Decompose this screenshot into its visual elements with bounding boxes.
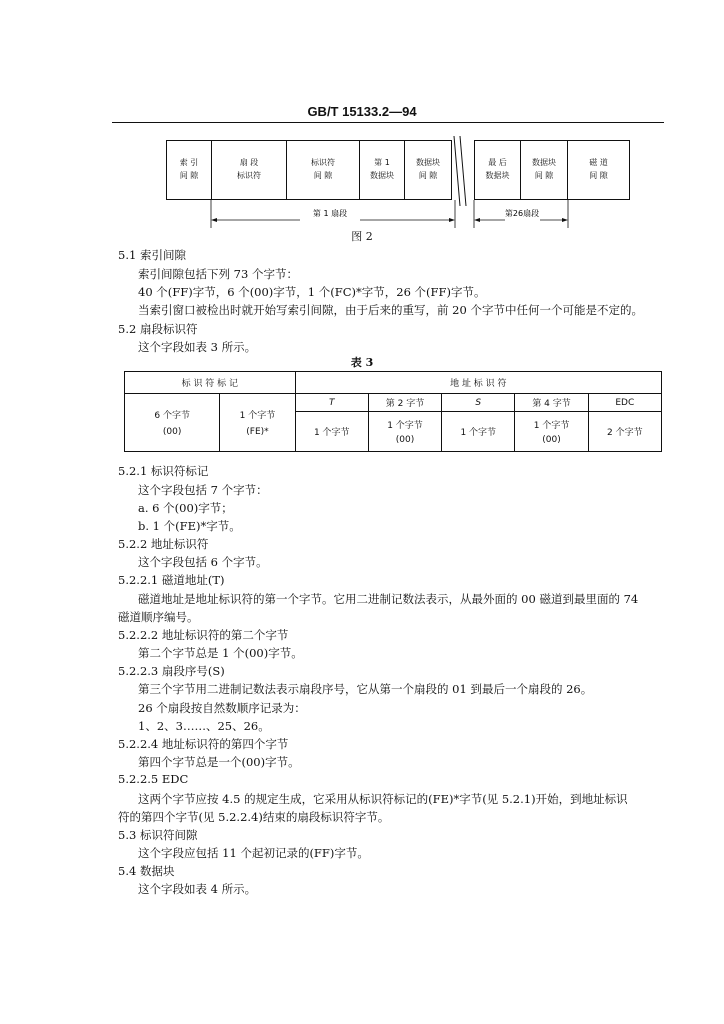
table-3 (124, 371, 662, 452)
heading-5-2-2-2: 5.2.2.2 地址标识符的第二个字节 (118, 628, 289, 642)
table-3-cell: 6 个字节 (00) (125, 394, 220, 452)
table-3-sub: S (442, 394, 515, 412)
list-item-b: b. 1 个(FE)*字节。 (138, 519, 241, 533)
fig-box-data-gap: 数据块 间 隙 (404, 140, 452, 200)
fig-box-track-gap: 磁 道 间 隙 (567, 140, 630, 200)
para-5-2-2-4: 第四个字节总是一个(00)字节。 (138, 755, 300, 769)
heading-5-2: 5.2 扇段标识符 (118, 322, 198, 336)
para-5-2-2-3-c: 1、2、3……、25、26。 (138, 719, 270, 733)
figure-2 (160, 136, 630, 236)
heading-5-2-2-1: 5.2.2.1 磁道地址(T) (118, 573, 225, 587)
para-5-2: 这个字段如表 3 所示。 (138, 340, 257, 354)
heading-5-1: 5.1 索引间隙 (118, 248, 186, 262)
fig-box-sector-id: 扇 段 标识符 (211, 140, 287, 200)
heading-5-2-2-3: 5.2.2.3 扇段序号(S) (118, 664, 225, 678)
table-3-sub: 第 2 字节 (368, 394, 441, 412)
para-5-2-2-3-b: 26 个扇段按自然数顺序记录为： (138, 701, 306, 715)
heading-5-2-1: 5.2.1 标识符标记 (118, 464, 209, 478)
para-5-3: 这个字段应包括 11 个起初记录的(FF)字节。 (138, 846, 369, 860)
table-3-cell: 1 个字节 (295, 412, 368, 452)
heading-5-4: 5.4 数据块 (118, 864, 175, 878)
para-5-2-2-3-a: 第三个字节用二进制记数法表示扇段序号，它从第一个扇段的 01 到最后一个扇段的 26。 (138, 682, 593, 696)
para-5-2-2-1-b: 磁道顺序编号。 (118, 610, 199, 624)
page-header: GB/T 15133.2—94 (307, 104, 417, 119)
table-3-sub: EDC (588, 394, 661, 412)
fig-box-first-data: 第 1 数据块 (359, 140, 405, 200)
para-5-2-2: 这个字段包括 6 个字节。 (138, 555, 268, 569)
fig-span-26: 第26扇段 (504, 209, 540, 218)
para-5-4: 这个字段如表 4 所示。 (138, 882, 257, 896)
para-5-2-2-5-a: 这两个字节应按 4.5 的规定生成，它采用从标识符标记的(FE)*字节(见 5.2.1)开始，到地址标识 (138, 792, 628, 806)
fig-span-1: 第 1 扇段 (312, 209, 348, 218)
fig-box-id-gap: 标识符 间 隙 (286, 140, 360, 200)
para-5-2-2-2: 第二个字节总是 1 个(00)字节。 (138, 646, 303, 660)
figure-caption: 图 2 (351, 230, 373, 243)
table-3-cell: 1 个字节 (FE)* (220, 394, 295, 452)
table-3-sub: T (295, 394, 368, 412)
fig-box-data-gap-2: 数据块 间 隙 (520, 140, 568, 200)
list-item-a: a. 6 个(00)字节； (138, 501, 233, 515)
header-rule (112, 122, 664, 123)
para-5-2-2-5-b: 符的第四个字节(见 5.2.2.4)结束的扇段标识符字节。 (118, 810, 390, 824)
table-3-sub: 第 4 字节 (515, 394, 588, 412)
fig-box-index-gap: 索 引 间 隙 (166, 140, 212, 200)
para-5-1-b: 40 个(FF)字节，6 个(00)字节，1 个(FC)*字节，26 个(FF)字节。 (138, 285, 486, 299)
fig-annotations (160, 136, 630, 236)
para-5-1-a: 索引间隙包括下列 73 个字节： (138, 267, 298, 281)
heading-5-2-2: 5.2.2 地址标识符 (118, 537, 209, 551)
para-5-1-c: 当索引窗口被检出时就开始写索引间隙，由于后来的重写，前 20 个字节中任何一个可能是不定的。 (138, 303, 643, 317)
table-3-cell: 1 个字节 (442, 412, 515, 452)
fig-box-last-data: 最 后 数据块 (474, 140, 521, 200)
table-3-caption: 表 3 (350, 356, 374, 369)
table-3-group-address-id: 地 址 标 识 符 (295, 372, 661, 394)
table-3-cell: 1 个字节 (00) (368, 412, 441, 452)
heading-5-2-2-4: 5.2.2.4 地址标识符的第四个字节 (118, 737, 289, 751)
heading-5-2-2-5: 5.2.2.5 EDC (118, 772, 189, 786)
para-5-2-1: 这个字段包括 7 个字节： (138, 483, 268, 497)
table-3-cell: 2 个字节 (588, 412, 661, 452)
table-3-cell: 1 个字节 (00) (515, 412, 588, 452)
table-3-group-id-mark: 标 识 符 标 记 (125, 372, 296, 394)
heading-5-3: 5.3 标识符间隙 (118, 828, 198, 842)
para-5-2-2-1-a: 磁道地址是地址标识符的第一个字节。它用二进制记数法表示，从最外面的 00 磁道到最里面的 74 (138, 592, 639, 606)
